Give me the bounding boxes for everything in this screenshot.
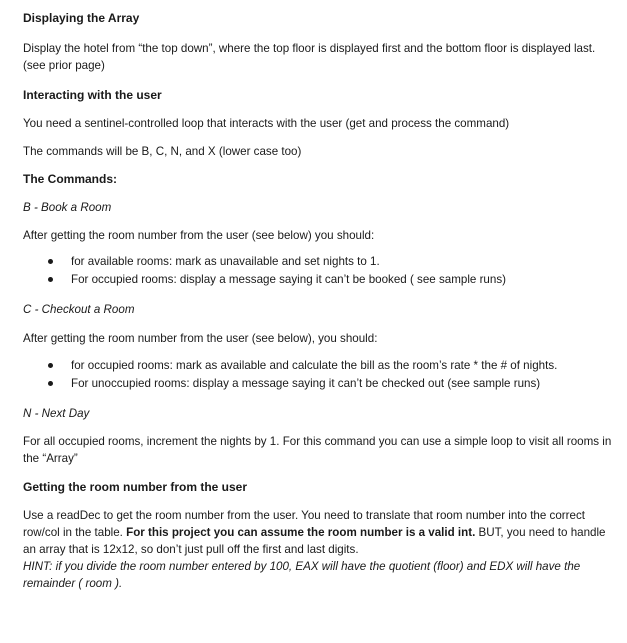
roomnum-paragraph	[23, 507, 613, 592]
heading-room-number: Getting the room number from the user	[23, 480, 248, 494]
bullet-text: For unoccupied rooms: display a message saying it can’t be checked out (see sample runs)	[71, 377, 541, 390]
bullet-icon	[48, 363, 53, 368]
roomnum-hint: HINT: if you divide the room number entered by 100, EAX will have the quotient (floor) and EDX will have the remainder ( room ).	[23, 560, 581, 590]
list-item	[48, 253, 613, 271]
interact-paragraph-2: The commands will be B, C, N, and X (lower case too)	[23, 145, 302, 158]
subheading-checkout-room: C - Checkout a Room	[23, 303, 135, 316]
bullet-text: for available rooms: mark as unavailable and set nights to 1.	[71, 255, 380, 268]
subheading-next-day: N - Next Day	[23, 407, 90, 420]
bullet-text: for occupied rooms: mark as available and calculate the bill as the room’s rate * the # of nights.	[71, 359, 558, 372]
checkout-bullet-list	[48, 357, 613, 393]
display-paragraph: Display the hotel from “the top down”, where the top floor is displayed first and the bottom floor is displayed last. (see prior page)	[23, 42, 596, 72]
heading-interacting-user: Interacting with the user	[23, 88, 162, 102]
checkout-intro: After getting the room number from the user (see below), you should:	[23, 332, 378, 345]
roomnum-text-bold: For this project you can assume the room number is a valid int.	[126, 526, 476, 539]
bullet-text: For occupied rooms: display a message saying it can’t be booked ( see sample runs)	[71, 273, 506, 286]
roomnum-text-a: Use a readDec to get the room number from the user. You need to translate that room number into the correct row/col in the table.	[23, 509, 585, 539]
bullet-icon	[48, 259, 53, 264]
list-item	[48, 375, 613, 393]
bullet-icon	[48, 381, 53, 386]
heading-commands: The Commands:	[23, 172, 118, 186]
list-item	[48, 271, 613, 289]
book-intro: After getting the room number from the user (see below) you should:	[23, 229, 375, 242]
heading-displaying-array: Displaying the Array	[23, 11, 140, 25]
book-bullet-list	[48, 253, 613, 289]
roomnum-text-b: BUT, you need to handle an array that is 12x12, so don’t just pull off the first and last digits.	[23, 526, 606, 556]
nextday-paragraph: For all occupied rooms, increment the nights by 1. For this command you can use a simple loop to visit all rooms in the “Array”	[23, 435, 612, 465]
list-item	[48, 357, 613, 375]
bullet-icon	[48, 277, 53, 282]
interact-paragraph-1: You need a sentinel-controlled loop that interacts with the user (get and process the command)	[23, 117, 510, 130]
subheading-book-room: B - Book a Room	[23, 201, 112, 214]
